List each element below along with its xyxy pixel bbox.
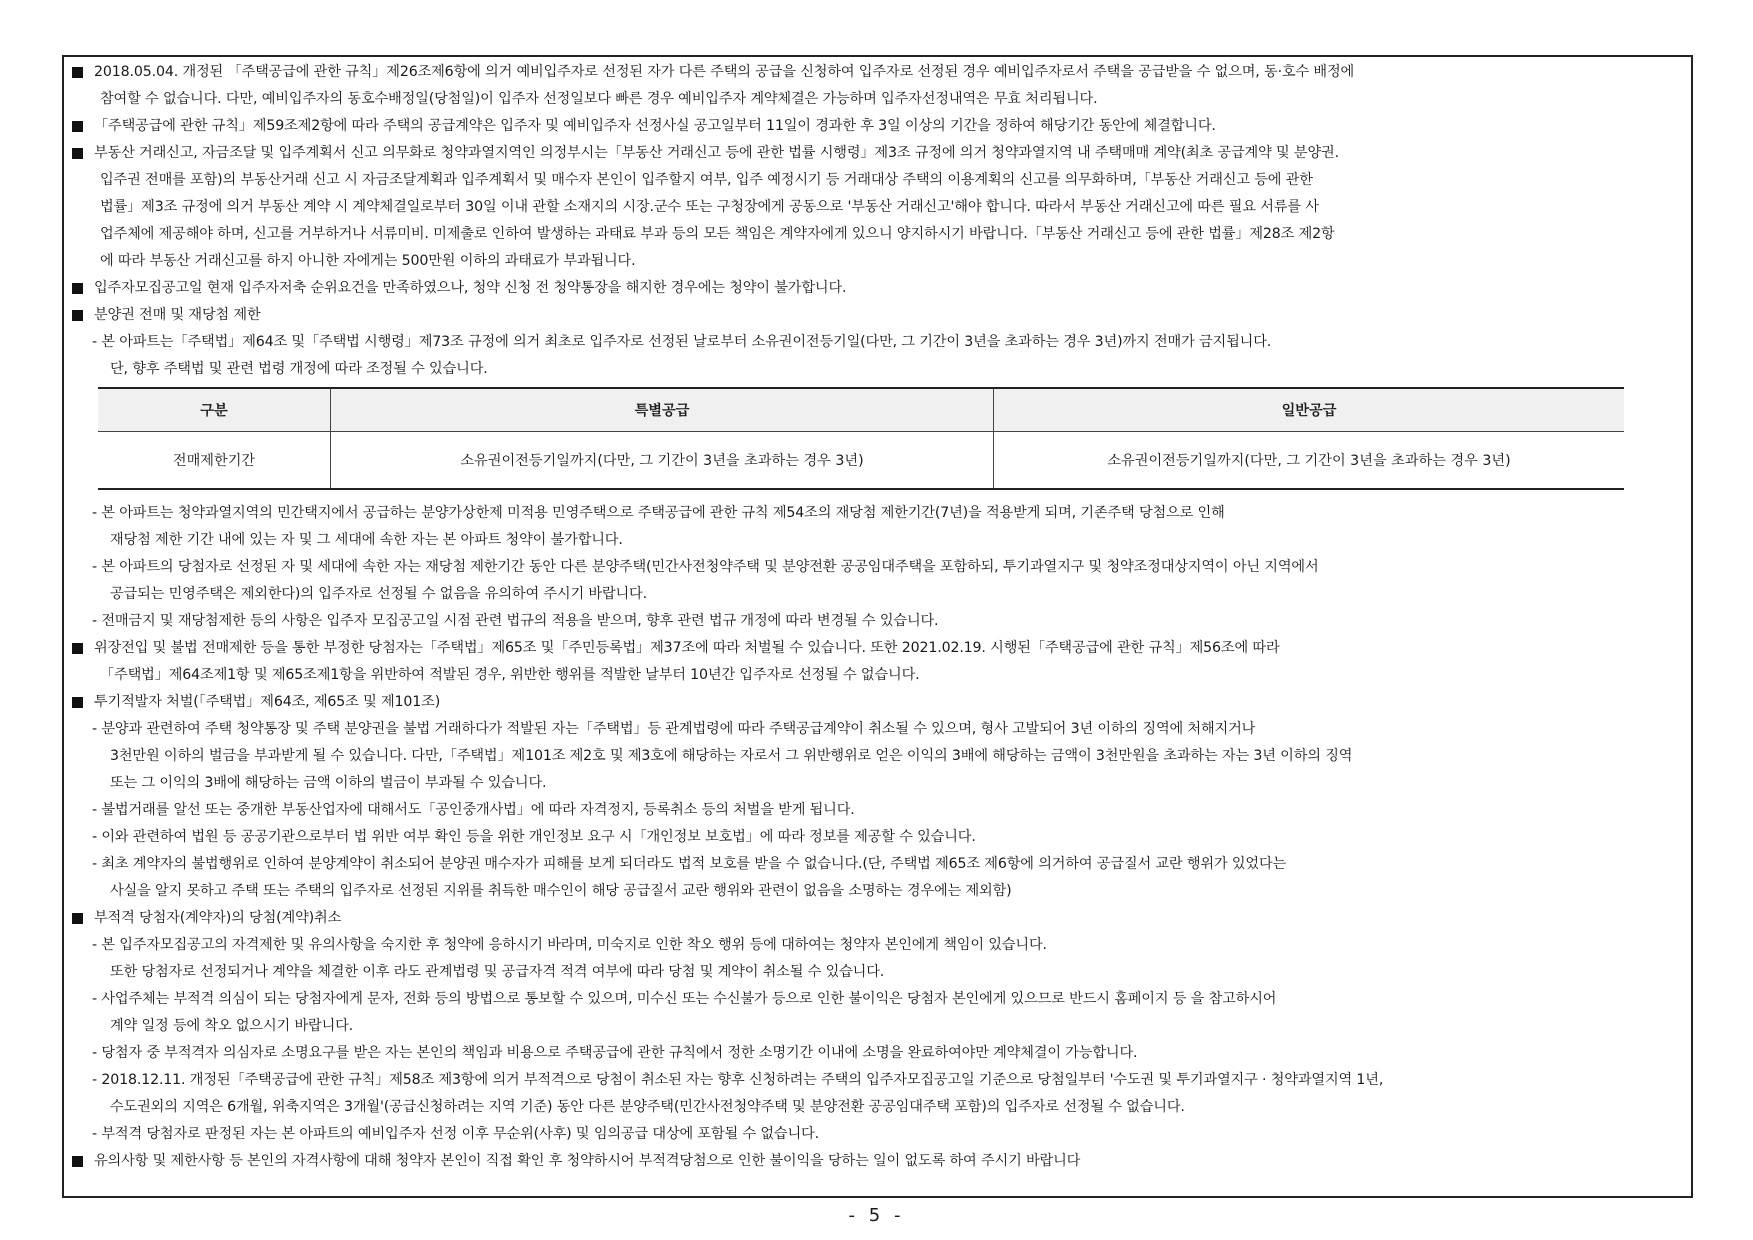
line-text: - 사업주체는 부적격 의심이 되는 당첨자에게 문자, 전화 등의 방법으로 통보할 수 있으며, 미수신 또는 수신불가 등으로 인한 불이익은 당첨자 본인에게 있으므로 반드시 홈페이지 등 을 참고하시어 bbox=[92, 991, 1277, 1007]
line-text: 업주체에 제공해야 하며, 신고를 거부하거나 서류미비. 미제출로 인하여 발생하는 과태료 부과 등의 모든 책임은 계약자에게 있으니 양지하시기 바랍니다.「부동산 거래신고 등에 관한 법률」제28조 제2항 bbox=[100, 226, 1335, 242]
line-text: 입주권 전매를 포함)의 부동산거래 신고 시 자금조달계획과 입주계획서 및 매수자 본인이 입주할지 여부, 입주 예정시기 등 거래대상 주택의 이용계획의 신고를 의무화하며,「부동산 거래신고 등에 관한 bbox=[100, 172, 1313, 188]
paragraph-continuation bbox=[72, 167, 1683, 194]
table-row bbox=[98, 432, 1624, 490]
line-text: - 최초 계약자의 불법행위로 인하여 분양계약이 취소되어 분양권 매수자가 피해를 보게 되더라도 법적 보호를 받을 수 없습니다.(단, 주택법 제65조 제6항에 의거하여 공급질서 교란 행위가 있었다는 bbox=[92, 856, 1287, 872]
paragraph-continuation bbox=[72, 86, 1683, 113]
dash-item-continuation bbox=[72, 959, 1683, 986]
line-text: 분양권 전매 및 재당첨 제한 bbox=[94, 307, 261, 323]
dash-item bbox=[72, 1040, 1683, 1067]
paragraph-continuation bbox=[72, 662, 1683, 689]
dash-item-continuation bbox=[72, 743, 1683, 770]
bullet-paragraph bbox=[72, 275, 1683, 302]
table-header-cell: 특별공급 bbox=[331, 388, 994, 432]
square-bullet-icon bbox=[72, 643, 83, 654]
table-cell: 소유권이전등기일까지(다만, 그 기간이 3년을 초과하는 경우 3년) bbox=[994, 432, 1625, 490]
line-text: - 본 아파트는「주택법」제64조 및「주택법 시행령」제73조 규정에 의거 최초로 입주자로 선정된 날로부터 소유권이전등기일(다만, 그 기간이 3년을 초과하는 경우 3년)까지 전매가 금지됩니다. bbox=[92, 334, 1272, 350]
document-frame bbox=[62, 55, 1693, 1198]
dash-item-continuation bbox=[72, 878, 1683, 905]
line-text: - 부적격 당첨자로 판정된 자는 본 아파트의 예비입주자 선정 이후 무순위(사후) 및 임의공급 대상에 포함될 수 없습니다. bbox=[92, 1126, 819, 1142]
line-text: 2018.05.04. 개정된 「주택공급에 관한 규칙」제26조제6항에 의거 예비입주자로 선정된 자가 다른 주택의 공급을 신청하여 입주자로 선정된 경우 예비입주자로서 주택을 공급받을 수 없으며, 동·호수 배정에 bbox=[94, 64, 1355, 80]
bullet-paragraph bbox=[72, 905, 1683, 932]
notice-section-1 bbox=[72, 59, 1683, 383]
line-text: - 2018.12.11. 개정된「주택공급에 관한 규칙」제58조 제3항에 의거 부적격으로 당첨이 취소된 자는 향후 신청하려는 주택의 입주자모집공고일 기준으로 당첨일부터 '수도권 및 투기과열지구 · 청약과열지역 1년, bbox=[92, 1072, 1384, 1088]
line-text: 또한 당첨자로 선정되거나 계약을 체결한 이후 라도 관계법령 및 공급자격 적격 여부에 따라 당첨 및 계약이 취소될 수 있습니다. bbox=[110, 964, 885, 980]
page-number: - 5 - bbox=[848, 1205, 905, 1226]
dash-item bbox=[72, 1067, 1683, 1094]
line-text: 참여할 수 없습니다. 다만, 예비입주자의 동호수배정일(당첨일)이 입주자 선정일보다 빠른 경우 예비입주자 계약체결은 가능하며 입주자선정내역은 무효 처리됩니다. bbox=[100, 91, 1098, 107]
line-text: 「주택공급에 관한 규칙」제59조제2항에 따라 주택의 공급계약은 입주자 및 예비입주자 선정사실 공고일부터 11일이 경과한 후 3일 이상의 기간을 정하여 해당기간 동안에 체결합니다. bbox=[94, 118, 1216, 134]
bullet-paragraph bbox=[72, 59, 1683, 86]
line-text: - 본 입주자모집공고의 자격제한 및 유의사항을 숙지한 후 청약에 응하시기 바라며, 미숙지로 인한 착오 행위 등에 대하여는 청약자 본인에게 책임이 있습니다. bbox=[92, 937, 1047, 953]
paragraph-continuation bbox=[72, 221, 1683, 248]
square-bullet-icon bbox=[72, 697, 83, 708]
line-text: 투기적발자 처벌(「주택법」제64조, 제65조 및 제101조) bbox=[94, 694, 441, 710]
resale-restriction-table bbox=[98, 387, 1624, 490]
line-text: 공급되는 민영주택은 제외한다)의 입주자로 선정될 수 없음을 유의하여 주시기 바랍니다. bbox=[110, 586, 647, 602]
dash-item bbox=[72, 608, 1683, 635]
line-text: 부적격 당첨자(계약자)의 당첨(계약)취소 bbox=[94, 910, 342, 926]
paragraph-continuation bbox=[72, 248, 1683, 275]
table-cell: 소유권이전등기일까지(다만, 그 기간이 3년을 초과하는 경우 3년) bbox=[331, 432, 994, 490]
dash-item bbox=[72, 554, 1683, 581]
line-text: - 이와 관련하여 법원 등 공공기관으로부터 법 위반 여부 확인 등을 위한 개인정보 요구 시「개인정보 보호법」에 따라 정보를 제공할 수 있습니다. bbox=[92, 829, 976, 845]
line-text: 계약 일정 등에 착오 없으시기 바랍니다. bbox=[110, 1018, 354, 1034]
dash-item bbox=[72, 824, 1683, 851]
line-text: 위장전입 및 불법 전매제한 등을 통한 부정한 당첨자는「주택법」제65조 및「주민등록법」제37조에 따라 처벌될 수 있습니다. 또한 2021.02.19. 시행된「주택공급에 관한 규칙」제56조에 따라 bbox=[94, 640, 1280, 656]
line-text: 유의사항 및 제한사항 등 본인의 자격사항에 대해 청약자 본인이 직접 확인 후 청약하시어 부적격당첨으로 인한 불이익을 당하는 일이 없도록 하여 주시기 바랍니다 bbox=[94, 1153, 1081, 1169]
dash-item bbox=[72, 932, 1683, 959]
line-text: - 전매금지 및 재당첨제한 등의 사항은 입주자 모집공고일 시점 관련 법규의 적용을 받으며, 향후 관련 법규 개정에 따라 변경될 수 있습니다. bbox=[92, 613, 939, 629]
square-bullet-icon bbox=[72, 67, 83, 78]
document-body bbox=[72, 59, 1683, 1175]
bullet-paragraph bbox=[72, 1148, 1683, 1175]
bullet-paragraph bbox=[72, 113, 1683, 140]
square-bullet-icon bbox=[72, 148, 83, 159]
line-text: 「주택법」제64조제1항 및 제65조제1항을 위반하여 적발된 경우, 위반한 행위를 적발한 날부터 10년간 입주자로 선정될 수 없습니다. bbox=[100, 667, 920, 683]
line-text: 에 따라 부동산 거래신고를 하지 아니한 자에게는 500만원 이하의 과태료가 부과됩니다. bbox=[100, 253, 636, 269]
square-bullet-icon bbox=[72, 121, 83, 132]
dash-item bbox=[72, 1121, 1683, 1148]
paragraph-continuation bbox=[72, 194, 1683, 221]
square-bullet-icon bbox=[72, 913, 83, 924]
line-text: 입주자모집공고일 현재 입주자저축 순위요건을 만족하였으나, 청약 신청 전 청약통장을 해지한 경우에는 청약이 불가합니다. bbox=[94, 280, 847, 296]
line-text: 또는 그 이익의 3배에 해당하는 금액 이하의 벌금이 부과될 수 있습니다. bbox=[110, 775, 547, 791]
line-text: 3천만원 이하의 벌금을 부과받게 될 수 있습니다. 다만,「주택법」제101조 제2호 및 제3호에 해당하는 자로서 그 위반행위로 얻은 이익의 3배에 해당하는 금액이 3천만원을 초과하는 자는 3년 이하의 징역 bbox=[110, 748, 1353, 764]
line-text: 부동산 거래신고, 자금조달 및 입주계획서 신고 의무화로 청약과열지역인 의정부시는「부동산 거래신고 등에 관한 법률 시행령」제3조 규정에 의거 청약과열지역 내 주택매매 계약(최초 공급계약 및 분양권. bbox=[94, 145, 1339, 161]
line-text: 수도권외의 지역은 6개월, 위축지역은 3개월'(공급신청하려는 지역 기준) 동안 다른 분양주택(민간사전청약주택 및 분양전환 공공임대주택 포함)의 입주자로 선정될 수 없습니다. bbox=[110, 1099, 1185, 1115]
line-text: - 불법거래를 알선 또는 중개한 부동산업자에 대해서도「공인중개사법」에 따라 자격정지, 등록취소 등의 처벌을 받게 됩니다. bbox=[92, 802, 855, 818]
line-text: 재당첨 제한 기간 내에 있는 자 및 그 세대에 속한 자는 본 아파트 청약이 불가합니다. bbox=[110, 532, 623, 548]
bullet-paragraph bbox=[72, 689, 1683, 716]
line-text: 법률」제3조 규정에 의거 부동산 계약 시 계약체결일로부터 30일 이내 관할 소재지의 시장.군수 또는 구청장에게 공동으로 '부동산 거래신고'해야 합니다. 따라서 부동산 거래신고에 따른 필요 서류를 사 bbox=[100, 199, 1319, 215]
dash-item-continuation bbox=[72, 581, 1683, 608]
bullet-paragraph bbox=[72, 635, 1683, 662]
line-text: - 당첨자 중 부적격자 의심자로 소명요구를 받은 자는 본인의 책임과 비용으로 주택공급에 관한 규칙에서 정한 소명기간 이내에 소명을 완료하여야만 계약체결이 가능합니다. bbox=[92, 1045, 1138, 1061]
square-bullet-icon bbox=[72, 310, 83, 321]
line-text: - 본 아파트는 청약과열지역의 민간택지에서 공급하는 분양가상한제 미적용 민영주택으로 주택공급에 관한 규칙 제54조의 재당첨 제한기간(7년)을 적용받게 되며, 기존주택 당첨으로 인해 bbox=[92, 505, 1225, 521]
dash-item bbox=[72, 716, 1683, 743]
line-text: 단, 향후 주택법 및 관련 법령 개정에 따라 조정될 수 있습니다. bbox=[110, 361, 488, 377]
dash-item bbox=[72, 851, 1683, 878]
dash-item-continuation bbox=[72, 770, 1683, 797]
bullet-paragraph bbox=[72, 302, 1683, 329]
dash-item-continuation bbox=[72, 1013, 1683, 1040]
table-header-row bbox=[98, 388, 1624, 432]
square-bullet-icon bbox=[72, 283, 83, 294]
line-text: - 분양과 관련하여 주택 청약통장 및 주택 분양권을 불법 거래하다가 적발된 자는「주택법」등 관계법령에 따라 주택공급계약이 취소될 수 있으며, 형사 고발되어 3년 이하의 징역에 처해지거나 bbox=[92, 721, 1256, 737]
dash-item bbox=[72, 500, 1683, 527]
dash-item-continuation bbox=[72, 527, 1683, 554]
dash-item-continuation bbox=[72, 1094, 1683, 1121]
bullet-paragraph bbox=[72, 140, 1683, 167]
table-cell: 전매제한기간 bbox=[98, 432, 331, 490]
dash-item-continuation bbox=[72, 356, 1683, 383]
line-text: 사실을 알지 못하고 주택 또는 주택의 입주자로 선정된 지위를 취득한 매수인이 해당 공급질서 교란 행위와 관련이 없음을 소명하는 경우에는 제외함) bbox=[110, 883, 1012, 899]
notice-section-2 bbox=[72, 500, 1683, 1175]
table-header-cell: 일반공급 bbox=[994, 388, 1625, 432]
square-bullet-icon bbox=[72, 1156, 83, 1167]
dash-item bbox=[72, 797, 1683, 824]
dash-item bbox=[72, 986, 1683, 1013]
dash-item bbox=[72, 329, 1683, 356]
line-text: - 본 아파트의 당첨자로 선정된 자 및 세대에 속한 자는 재당첨 제한기간 동안 다른 분양주택(민간사전청약주택 및 분양전환 공공임대주택을 포함하되, 투기과열지구 및 청약조정대상지역이 아닌 지역에서 bbox=[92, 559, 1319, 575]
table-header-cell: 구분 bbox=[98, 388, 331, 432]
